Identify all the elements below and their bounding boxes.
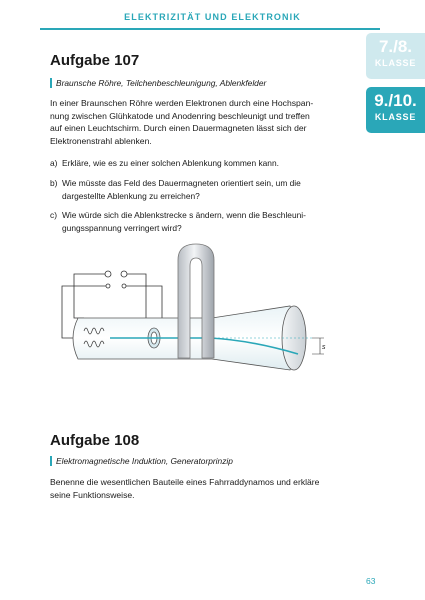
grade-tab-number: 7./8. (378, 37, 413, 56)
deflection-s-label: s (322, 344, 326, 351)
task-108-subtitle: Elektromagnetische Induktion, Generatorprinzip (50, 456, 233, 466)
heater-source-icon (121, 271, 127, 277)
task-107-body (50, 97, 350, 147)
question-line: gungsspannung verringert wird? (62, 222, 182, 233)
grade-tab-9-10[interactable] (366, 87, 425, 133)
high-voltage-source-icon (106, 284, 110, 288)
question-line: Wie würde sich die Ablenkstrecke s ändern, wenn die Beschleuni- (62, 210, 306, 220)
body-line: Elektronenstrahl ablenken. (50, 135, 152, 146)
body-line: auf einen Leuchtschirm. Durch einen Dauermagneten lässt sich der (50, 123, 307, 134)
grade-tab-number: 9./10. (374, 91, 417, 110)
grade-tab-label: KLASSE (374, 58, 417, 68)
wire-top-left (74, 274, 108, 318)
heater-source-icon (105, 271, 111, 277)
task-107-subtitle: Braunsche Röhre, Teilchenbeschleunigung, Ablenkfelder (50, 78, 266, 88)
body-line: Benenne die wesentlichen Bauteile eines Fahrraddynamos und erkläre (50, 477, 320, 487)
high-voltage-source-icon (122, 284, 126, 288)
question-line: dargestellte Ablenkung zu erreichen? (62, 190, 200, 201)
question-line: Wie müsste das Feld des Dauermagneten orientiert sein, um die (62, 178, 301, 188)
task-107-title: Aufgabe 107 (50, 52, 140, 69)
question-label: c) (50, 210, 57, 220)
grade-tab-7-8[interactable] (366, 33, 425, 79)
page-number: 63 (366, 576, 376, 586)
chapter-header: ELEKTRIZITÄT UND ELEKTRONIK (124, 12, 301, 22)
header-rule (40, 28, 380, 30)
voltage-source-icons (105, 271, 127, 288)
body-line: seine Funktionsweise. (50, 489, 135, 500)
task-108-title: Aufgabe 108 (50, 432, 140, 449)
question-label: a) (50, 158, 58, 168)
grade-tab-label: KLASSE (374, 112, 417, 122)
task-108-body (50, 476, 350, 501)
question-line: Erkläre, wie es zu einer solchen Ablenkung kommen kann. (62, 158, 279, 168)
body-line: nung zwischen Glühkatode und Anodenring beschleunigt und treffen (50, 110, 310, 121)
body-line: In einer Braunschen Röhre werden Elektronen durch eine Hochspan- (50, 98, 314, 108)
braun-tube-figure (50, 238, 340, 398)
question-label: b) (50, 178, 58, 188)
